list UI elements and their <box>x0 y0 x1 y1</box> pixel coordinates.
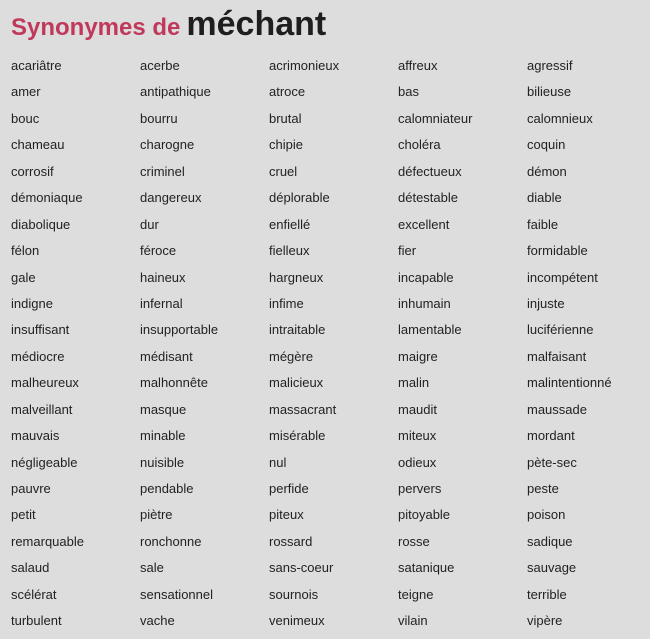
synonym-link[interactable]: piètre <box>140 507 173 523</box>
synonym-link[interactable]: injuste <box>527 295 565 311</box>
synonym-link[interactable]: médisant <box>140 348 193 364</box>
synonym-link[interactable]: sensationnel <box>140 586 213 602</box>
synonym-link[interactable]: bouc <box>11 110 40 126</box>
synonym-link[interactable]: acariâtre <box>11 58 62 73</box>
synonym-link[interactable]: défectueux <box>398 163 462 179</box>
synonym-link[interactable]: infime <box>269 295 304 311</box>
synonym-link[interactable]: corrosif <box>11 163 54 179</box>
synonym-link[interactable]: détestable <box>398 190 458 206</box>
synonym-link[interactable]: antipathique <box>140 84 211 100</box>
synonym-link[interactable]: sadique <box>527 533 573 549</box>
synonym-link[interactable]: négligeable <box>11 454 78 470</box>
synonym-link[interactable]: maigre <box>398 348 438 364</box>
synonym-link[interactable]: intraitable <box>269 322 326 338</box>
synonym-link[interactable]: luciférienne <box>527 322 594 338</box>
synonym-link[interactable]: chameau <box>11 137 65 153</box>
synonym-link[interactable]: malveillant <box>11 401 73 417</box>
synonym-link[interactable]: calomnieux <box>527 110 593 126</box>
synonym-link[interactable]: hargneux <box>269 269 324 285</box>
synonym-link[interactable]: charogne <box>140 137 195 153</box>
synonym-link[interactable]: sale <box>140 560 164 576</box>
synonym-link[interactable]: rossard <box>269 533 313 549</box>
synonym-link[interactable]: perfide <box>269 481 309 496</box>
synonym-link[interactable]: infernal <box>140 295 183 311</box>
synonym-link[interactable]: pervers <box>398 481 442 496</box>
synonym-link[interactable]: ronchonne <box>140 533 202 549</box>
synonym-link[interactable]: rosse <box>398 533 430 549</box>
synonym-link[interactable]: bourru <box>140 110 178 126</box>
synonym-link[interactable]: coquin <box>527 137 566 153</box>
synonym-link[interactable]: petit <box>11 507 36 523</box>
synonym-link[interactable]: brutal <box>269 110 302 126</box>
synonym-link[interactable]: bilieuse <box>527 84 572 100</box>
synonym-link[interactable]: malintentionné <box>527 375 612 391</box>
synonym-link[interactable]: maudit <box>398 401 438 417</box>
synonym-link[interactable]: incapable <box>398 269 454 285</box>
synonym-link[interactable]: malheureux <box>11 375 79 391</box>
synonym-link[interactable]: fier <box>398 243 417 259</box>
synonym-link[interactable]: mordant <box>527 428 575 444</box>
synonym-link[interactable]: sournois <box>269 586 319 602</box>
synonym-link[interactable]: malhonnête <box>140 375 208 391</box>
synonym-link[interactable]: turbulent <box>11 613 62 629</box>
synonym-link[interactable]: malicieux <box>269 375 324 391</box>
synonym-link[interactable]: insuffisant <box>11 322 70 338</box>
synonym-link[interactable]: dur <box>140 216 159 232</box>
synonym-link[interactable]: nuisible <box>140 454 185 470</box>
synonym-link[interactable]: pauvre <box>11 481 51 496</box>
synonym-link[interactable]: atroce <box>269 84 306 100</box>
synonym-link[interactable]: maussade <box>527 401 587 417</box>
synonym-link[interactable]: satanique <box>398 560 455 576</box>
synonym-link[interactable]: minable <box>140 428 186 444</box>
synonym-link[interactable]: démoniaque <box>11 190 83 206</box>
synonym-link[interactable]: dangereux <box>140 190 202 206</box>
synonym-link[interactable]: miteux <box>398 428 437 444</box>
synonym-link[interactable]: misérable <box>269 428 326 444</box>
synonym-link[interactable]: cruel <box>269 163 298 179</box>
synonym-link[interactable]: pitoyable <box>398 507 451 523</box>
synonym-link[interactable]: insupportable <box>140 322 219 338</box>
synonym-link[interactable]: formidable <box>527 243 588 259</box>
synonym-link[interactable]: féroce <box>140 243 177 259</box>
synonym-link[interactable]: démon <box>527 163 567 179</box>
page-title <box>11 4 326 44</box>
synonym-link[interactable]: malin <box>398 375 430 391</box>
synonym-link[interactable]: venimeux <box>269 613 325 629</box>
synonym-link[interactable]: terrible <box>527 586 567 602</box>
title-word: méchant <box>186 5 327 43</box>
synonym-link[interactable]: malfaisant <box>527 348 587 364</box>
synonym-link[interactable]: pendable <box>140 481 194 496</box>
synonym-link[interactable]: félon <box>11 243 40 259</box>
synonym-link[interactable]: acerbe <box>140 58 180 73</box>
synonym-link[interactable]: agressif <box>527 58 573 73</box>
synonym-link[interactable]: peste <box>527 481 559 496</box>
synonym-link[interactable]: gale <box>11 269 36 285</box>
synonym-link[interactable]: pète-sec <box>527 454 577 470</box>
synonym-link[interactable]: salaud <box>11 560 50 576</box>
synonym-link[interactable]: chipie <box>269 137 303 153</box>
synonym-link[interactable]: affreux <box>398 58 438 73</box>
synonym-link[interactable]: enfiellé <box>269 216 311 232</box>
synonym-link[interactable]: nul <box>269 454 287 470</box>
synonym-link[interactable]: masque <box>140 401 187 417</box>
synonym-link[interactable]: diabolique <box>11 216 71 232</box>
synonym-link[interactable]: faible <box>527 216 559 232</box>
synonym-link[interactable]: diable <box>527 190 562 206</box>
synonym-link[interactable]: poison <box>527 507 566 523</box>
synonym-link[interactable]: acrimonieux <box>269 58 340 73</box>
synonym-link[interactable]: mégère <box>269 348 314 364</box>
synonym-link[interactable]: incompétent <box>527 269 598 285</box>
synonym-link[interactable]: scélérat <box>11 586 57 602</box>
synonym-link[interactable]: vipère <box>527 613 563 629</box>
title-prefix: Synonymes de <box>11 14 181 41</box>
synonym-link[interactable]: vilain <box>398 613 428 629</box>
synonym-link[interactable]: mauvais <box>11 428 60 444</box>
synonym-link[interactable]: indigne <box>11 295 53 311</box>
synonym-link[interactable]: sauvage <box>527 560 577 576</box>
synonym-link[interactable]: lamentable <box>398 322 462 338</box>
synonym-link[interactable]: inhumain <box>398 295 451 311</box>
synonym-link[interactable]: fielleux <box>269 243 310 259</box>
synonym-link[interactable]: massacrant <box>269 401 337 417</box>
synonym-link[interactable]: criminel <box>140 163 185 179</box>
synonym-link[interactable]: calomniateur <box>398 110 473 126</box>
synonym-link[interactable]: sans-coeur <box>269 560 334 576</box>
synonym-link[interactable]: odieux <box>398 454 437 470</box>
synonym-link[interactable]: amer <box>11 84 41 100</box>
synonym-grid <box>11 53 641 635</box>
synonym-link[interactable]: remarquable <box>11 533 84 549</box>
synonym-link[interactable]: piteux <box>269 507 304 523</box>
synonym-link[interactable]: teigne <box>398 586 434 602</box>
synonym-link[interactable]: choléra <box>398 137 441 153</box>
synonym-link[interactable]: excellent <box>398 216 450 232</box>
synonym-link[interactable]: médiocre <box>11 348 65 364</box>
synonym-link[interactable]: vache <box>140 613 175 629</box>
synonym-link[interactable]: bas <box>398 84 419 100</box>
synonym-link[interactable]: haineux <box>140 269 186 285</box>
synonym-link[interactable]: déplorable <box>269 190 330 206</box>
